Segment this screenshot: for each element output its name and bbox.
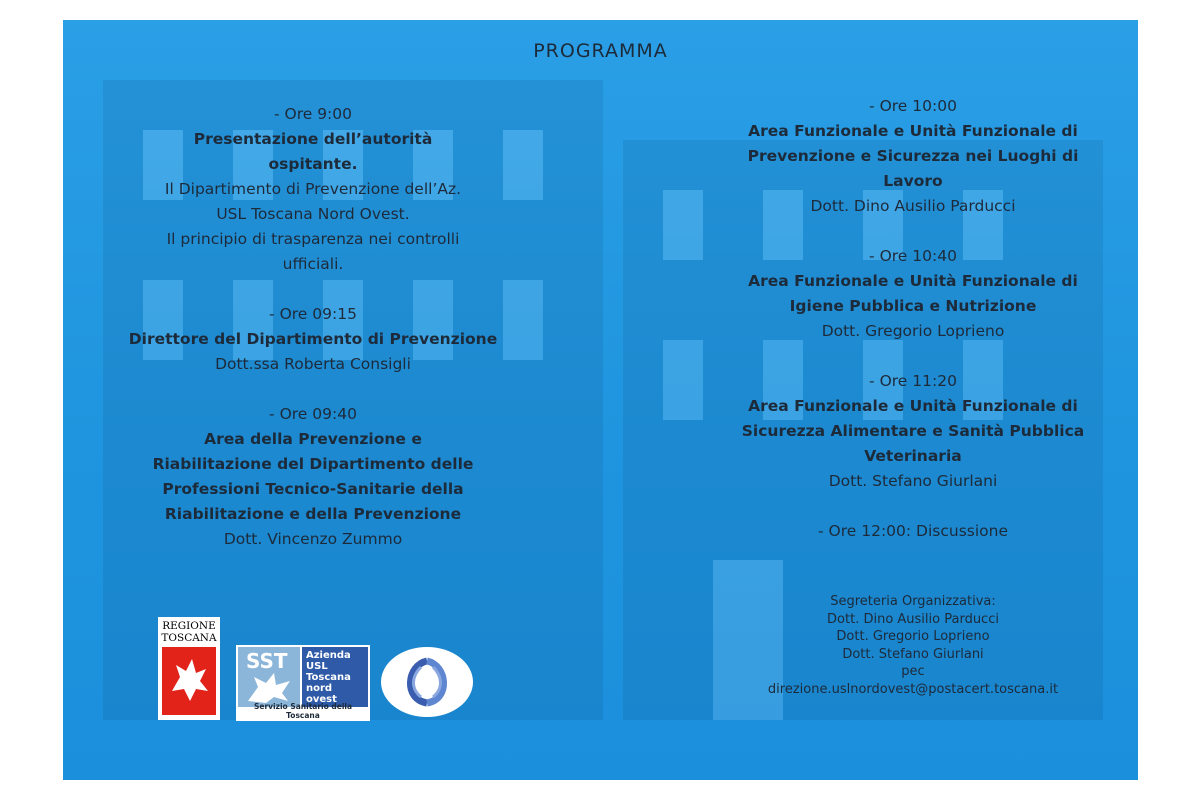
- entry-title: ospitante.: [268, 155, 358, 173]
- entry-speaker: Dott.ssa Roberta Consigli: [215, 355, 411, 373]
- entry-time: - Ore 9:00: [273, 105, 353, 123]
- azienda-line: Azienda: [306, 650, 351, 661]
- sst-footer-text: Servizio Sanitario della Toscana: [253, 702, 353, 720]
- entry-title: Direttore del Dipartimento di Prevenzione: [128, 330, 498, 348]
- entry-title: Professioni Tecnico-Sanitarie della: [162, 480, 464, 498]
- program-right-column: [718, 94, 1108, 569]
- entry-title: Riabilitazione del Dipartimento delle: [152, 455, 474, 473]
- regione-toscana-logo: [158, 617, 220, 720]
- azienda-line: Toscana: [306, 672, 351, 683]
- usl-toscana-nord-ovest-logo: [236, 645, 370, 721]
- sst-mark: [238, 647, 300, 707]
- sst-mark-text: SST: [246, 649, 288, 673]
- entry-speaker: Dott. Dino Ausilio Parducci: [810, 197, 1016, 215]
- entry-text: Il principio di trasparenza nei controlli: [166, 230, 460, 248]
- entry-title: Area Funzionale e Unità Funzionale di: [748, 122, 1078, 140]
- organizing-secretariat: [743, 593, 1083, 698]
- program-entry: [718, 519, 1108, 544]
- entry-title: Area Funzionale e Unità Funzionale di: [748, 397, 1078, 415]
- entry-title: Presentazione dell’autorità: [193, 130, 433, 148]
- entry-title: Area Funzionale e Unità Funzionale di: [748, 272, 1078, 290]
- secretariat-member: Dott. Dino Ausilio Parducci: [827, 611, 999, 627]
- entry-speaker: Dott. Gregorio Loprieno: [821, 322, 1005, 340]
- entry-time: - Ore 11:20: [869, 372, 957, 390]
- entry-text: ufficiali.: [282, 255, 344, 273]
- entry-title: Veterinaria: [864, 447, 962, 465]
- azienda-usl-label: [302, 647, 368, 707]
- entry-title: Igiene Pubblica e Nutrizione: [789, 297, 1037, 315]
- entry-title: Area della Prevenzione e: [204, 430, 422, 448]
- pegasus-shield-icon: [162, 647, 216, 715]
- interlocking-arcs-icon: [381, 647, 473, 717]
- regione-logo-line: TOSCANA: [161, 632, 217, 644]
- entry-time: - Ore 10:00: [869, 97, 957, 115]
- entry-title: Sicurezza Alimentare e Sanità Pubblica: [741, 422, 1085, 440]
- entry-speaker: Dott. Vincenzo Zummo: [223, 530, 403, 548]
- pec-label: pec: [901, 664, 925, 679]
- emblem-logo: [381, 647, 473, 717]
- secretariat-heading: Segreteria Organizzativa:: [830, 594, 996, 609]
- program-entry: [103, 302, 523, 377]
- pegasus-icon: [244, 671, 294, 705]
- entry-time: - Ore 12:00: Discussione: [818, 522, 1008, 540]
- program-entry: [718, 369, 1108, 494]
- entry-time: - Ore 10:40: [869, 247, 957, 265]
- entry-speaker: Dott. Stefano Giurlani: [828, 472, 998, 490]
- program-entry: [718, 244, 1108, 344]
- secretariat-member: Dott. Stefano Giurlani: [842, 646, 984, 662]
- entry-title: Riabilitazione e della Prevenzione: [164, 505, 462, 523]
- program-entry: [103, 402, 523, 552]
- entry-time: - Ore 09:15: [269, 305, 357, 323]
- program-panel: [63, 20, 1138, 780]
- azienda-line: nord ovest: [306, 683, 337, 705]
- azienda-line: USL: [306, 661, 328, 672]
- entry-title: Prevenzione e Sicurezza nei Luoghi di: [747, 147, 1079, 165]
- regione-logo-text: [158, 617, 220, 644]
- program-left-column: [103, 102, 523, 577]
- regione-logo-line: REGIONE: [162, 620, 216, 632]
- secretariat-member: Dott. Gregorio Loprieno: [836, 629, 990, 644]
- program-entry: [103, 102, 523, 277]
- pec-email: direzione.uslnordovest@postacert.toscana.it: [767, 681, 1059, 697]
- entry-time: - Ore 09:40: [269, 405, 357, 423]
- entry-text: Il Dipartimento di Prevenzione dell’Az.: [164, 180, 462, 198]
- program-entry: [718, 94, 1108, 219]
- entry-text: USL Toscana Nord Ovest.: [216, 205, 410, 223]
- page-title: PROGRAMMA: [533, 40, 668, 62]
- entry-title: Lavoro: [883, 172, 943, 190]
